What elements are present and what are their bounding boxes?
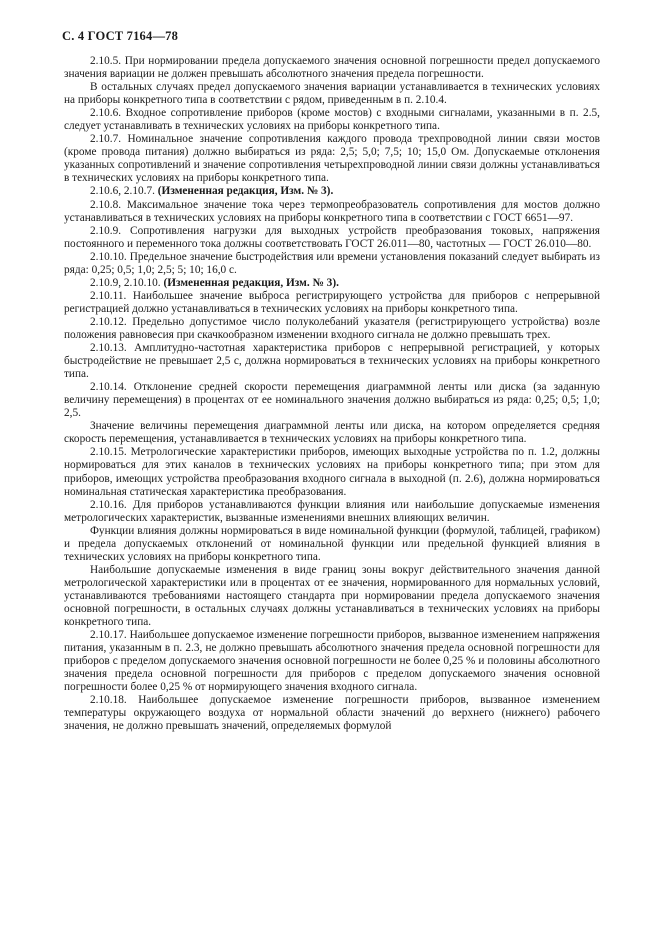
paragraph-2-10-14: 2.10.14. Отклонение средней скорости перемещения диаграммной ленты или диска (за заданную величину перемещения) в процентах от ее номинального значения должно выбираться из ряда: 0,25; 0,5; 1,0; 2,5.	[64, 381, 600, 420]
amendment-clauses: 2.10.6, 2.10.7.	[90, 185, 158, 198]
paragraph-2-10-16-limits: Наибольшие допускаемые изменения в виде границ зоны вокруг действительного значения данной метрологической характеристики или в процентах от ее значения, нормированного для нормальных условий, устанавливаются требованиями настоящего стандарта при нормировании предела допускаемого значения основной погрешности, в остальных случаях должны устанавливаться в технических условиях на приборы конкретного типа.	[64, 563, 600, 629]
amendment-note	[64, 277, 600, 290]
paragraph-2-10-17: 2.10.17. Наибольшее допускаемое изменение погрешности приборов, вызванное изменением напряжения питания, указанным в п. 2.3, не должно превышать абсолютного значения предела основной погрешности для приборов с пределом допускаемого значения основной погрешности не более 0,25 % и половины абсолютного значения предела основной погрешности для приборов с пределом допускаемого значения основной погрешности более 0,25 % от нормирующего значения входного сигнала.	[64, 629, 600, 694]
paragraph-2-10-10: 2.10.10. Предельное значение быстродействия или времени установления показаний следует выбирать из ряда: 0,25; 0,5; 1,0; 2,5; 5; 10; 16,0 с.	[64, 250, 600, 276]
paragraph-2-10-9: 2.10.9. Сопротивления нагрузки для выходных устройств преобразования токовых, напряжения постоянного и переменного тока должны соответствовать ГОСТ 26.011—80, частотных — ГОСТ 26.010—80.	[64, 224, 600, 250]
amendment-label: (Измененная редакция, Изм. № 3).	[163, 276, 339, 289]
paragraph-2-10-12: 2.10.12. Предельно допустимое число полуколебаний указателя (регистрирующего устройства) возле положения равновесия при скачкообразном изменении входного сигнала не должно превышать трех.	[64, 315, 600, 341]
paragraph-2-10-13: 2.10.13. Амплитудно-частотная характеристика приборов с непрерывной регистрацией, у которых быстродействие не превышает 2,5 с, должна нормироваться в технических условиях на приборы конкретного типа.	[64, 342, 600, 381]
paragraph-2-10-14-continued: Значение величины перемещения диаграммной ленты или диска, на котором определяется средняя скорость перемещения, устанавливается в технических условиях на приборы конкретного типа.	[64, 420, 600, 446]
document-page	[64, 28, 600, 733]
paragraph-2-10-5: 2.10.5. При нормировании предела допускаемого значения основной погрешности предел допускаемого значения вариации не должен превышать абсолютного значения предела погрешности.	[64, 55, 600, 81]
paragraph-2-10-5-continued: В остальных случаях предел допускаемого значения вариации устанавливается в технических условиях на приборы конкретного типа в соответствии с рядом, приведенным в п. 2.10.4.	[64, 81, 600, 107]
paragraph-2-10-7: 2.10.7. Номинальное значение сопротивления каждого провода трехпроводной линии связи мостов (кроме провода питания) должно выбираться из ряда: 2,5; 5,0; 7,5; 10; 15,0 Ом. Допускаемые отклонения указанных сопротивлений и значение сопротивления четырехпроводной линии связи должны устанавливаться в технических условиях на приборы конкретного типа.	[64, 133, 600, 185]
paragraph-2-10-8: 2.10.8. Максимальное значение тока через термопреобразователь сопротивления для мостов должно устанавливаться в технических условиях на приборы конкретного типа в соответствии с ГОСТ 6651—97.	[64, 198, 600, 224]
amendment-note	[64, 185, 600, 198]
paragraph-2-10-6: 2.10.6. Входное сопротивление приборов (кроме мостов) с входными сигналами, указанными в п. 2.5, следует устанавливать в технических условиях на приборы конкретного типа.	[64, 107, 600, 133]
amendment-clauses: 2.10.9, 2.10.10.	[90, 276, 164, 289]
paragraph-2-10-18: 2.10.18. Наибольшее допускаемое изменение погрешности приборов, вызванное изменением температуры окружающего воздуха от нормальной области значений до верхнего (нижнего) рабочего значения, не должно превышать значений, определяемых формулой	[64, 694, 600, 733]
paragraph-2-10-11: 2.10.11. Наибольшее значение выброса регистрирующего устройства для приборов с непрерывной регистрацией должно устанавливаться в технических условиях на приборы конкретного типа.	[64, 289, 600, 315]
page-header: С. 4 ГОСТ 7164—78	[62, 29, 179, 43]
paragraph-2-10-16: 2.10.16. Для приборов устанавливаются функции влияния или наибольшие допускаемые изменения метрологических характеристик, вызванные изменениями внешних влияющих величин.	[64, 498, 600, 524]
paragraph-2-10-15: 2.10.15. Метрологические характеристики приборов, имеющих выходные устройства по п. 1.2, должны нормироваться для этих каналов в технических условиях на приборы конкретного типа; при этом для приборов, имеющих устройства преобразования входного сигнала в выходной (п. 2.6), должна нормироваться номинальная статическая характеристика преобразования.	[64, 446, 600, 498]
paragraph-2-10-16-functions: Функции влияния должны нормироваться в виде номинальной функции (формулой, таблицей, графиком) и предела допускаемых отклонений от номинальной функции или предельной функцией влияния в технических условиях на приборы конкретного типа.	[64, 524, 600, 563]
document-body	[64, 55, 600, 733]
amendment-label: (Измененная редакция, Изм. № 3).	[157, 185, 334, 198]
